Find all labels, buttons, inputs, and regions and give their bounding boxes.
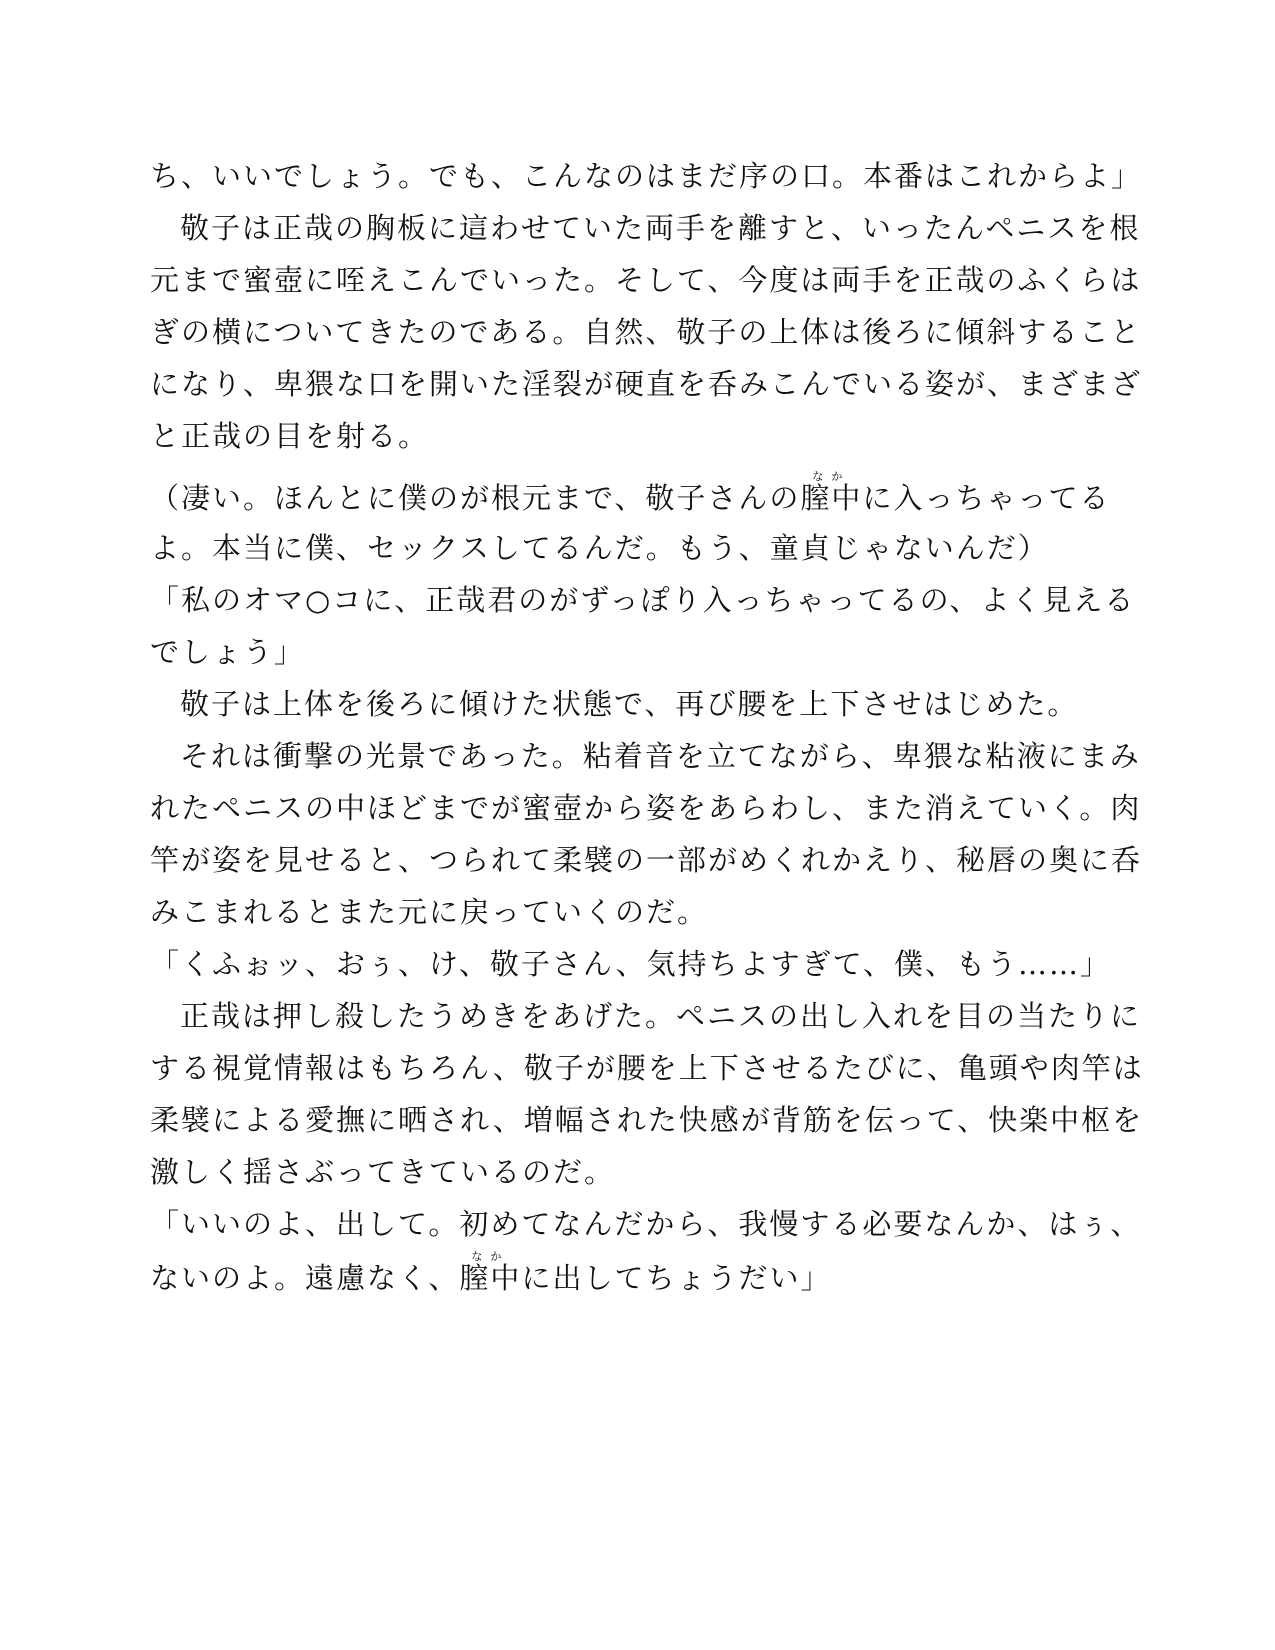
- text-line-with-ruby: ないのよ。遠慮なく、膣中なかに出してちょうだい」: [150, 1250, 832, 1295]
- text-line: 敬子は上体を後ろに傾けた状態で、再び腰を上下させはじめた。: [180, 687, 1079, 721]
- text-line: よ。本当に僕、セックスしてるんだ。もう、童貞じゃないんだ）: [150, 531, 1049, 565]
- text-line: 「私のオマ○コに、正哉君のがずっぽり入っちゃってるの、よく見える: [150, 583, 1136, 617]
- ruby-annotation: 膣中なか: [459, 1250, 522, 1295]
- text-line: それは衝撃の光景であった。粘着音を立てながら、卑猥な粘液にまみ: [180, 739, 1141, 773]
- text-line: 激しく揺さぶってきているのだ。: [150, 1155, 616, 1189]
- text-line: れたペニスの中ほどまでが蜜壺から姿をあらわし、また消えていく。肉: [150, 791, 1142, 825]
- text-line: 「いいのよ、出して。初めてなんだから、我慢する必要なんか、はぅ、: [150, 1207, 1142, 1241]
- text-line: 竿が姿を見せると、つられて柔襞の一部がめくれかえり、秘唇の奥に呑: [150, 843, 1143, 877]
- novel-page: [150, 150, 1144, 1302]
- text-line: みこまれるとまた元に戻っていくのだ。: [150, 895, 709, 929]
- text-line: でしょう」: [150, 635, 306, 669]
- text-line: 柔襞による愛撫に晒され、増幅された快感が背筋を伝って、快楽中枢を: [150, 1103, 1144, 1137]
- text-line: 元まで蜜壺に咥えこんでいった。そして、今度は両手を正哉のふくらは: [150, 263, 1142, 297]
- text-line: と正哉の目を射る。: [150, 419, 430, 453]
- ruby-annotation: 膣中なか: [800, 470, 863, 515]
- text-line: ち、いいでしょう。でも、こんなのはまだ序の口。本番はこれからよ」: [150, 159, 1143, 193]
- text-line: 「くふぉッ、おぅ、け、敬子さん、気持ちよすぎて、僕、もう……」: [150, 947, 1112, 981]
- text-line: になり、卑猥な口を開いた淫裂が硬直を呑みこんでいる姿が、まざまざ: [150, 367, 1143, 401]
- line-gap: [150, 462, 1120, 470]
- text-line: ぎの横についてきたのである。自然、敬子の上体は後ろに傾斜すること: [150, 315, 1142, 349]
- text-line: 正哉は押し殺したうめきをあげた。ペニスの出し入れを目の当たりに: [180, 999, 1142, 1033]
- text-line: 敬子は正哉の胸板に這わせていた両手を離すと、いったんペニスを根: [180, 211, 1141, 245]
- text-line-with-ruby: （凄い。ほんとに僕のが根元まで、敬子さんの膣中なかに入っちゃってる: [150, 470, 1111, 515]
- text-line: する視覚情報はもちろん、敬子が腰を上下させるたびに、亀頭や肉竿は: [150, 1051, 1144, 1085]
